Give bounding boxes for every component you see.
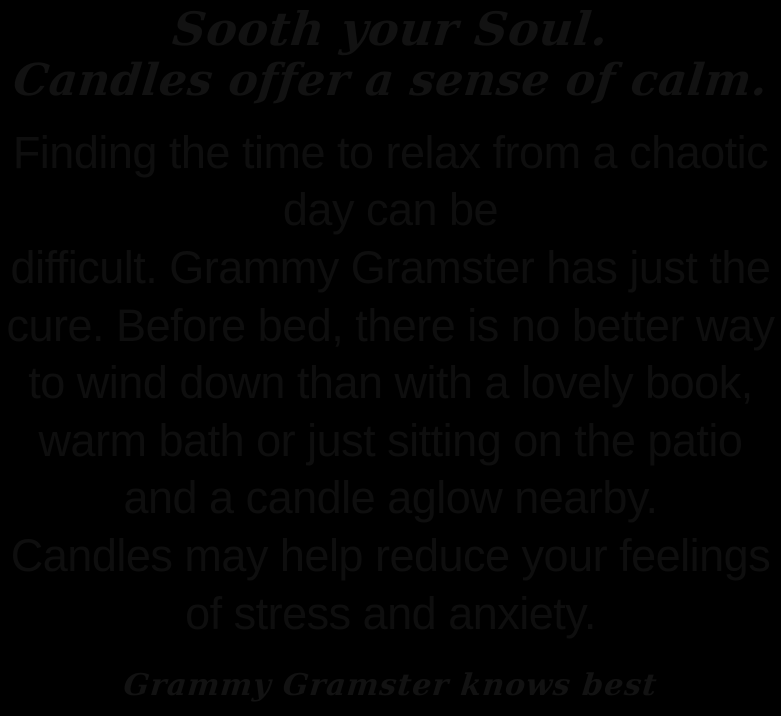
body-line: day can be xyxy=(282,184,499,236)
body-line: Candles may help reduce your feelings xyxy=(10,529,771,581)
body-line: warm bath or just sitting on the patio xyxy=(38,414,743,466)
headline-line-2: Candles offer a sense of calm. xyxy=(10,54,771,106)
body-line: and a candle aglow nearby. xyxy=(123,472,658,524)
body-line: cure. Before bed, there is no better way xyxy=(6,299,775,351)
body-line: to wind down than with a lovely book, xyxy=(28,357,753,409)
headline-line-1: Sooth your Soul. xyxy=(170,2,611,56)
body-line: difficult. Grammy Gramster has just the xyxy=(10,241,771,293)
body-copy xyxy=(0,124,781,642)
body-line: Finding the time to relax from a chaotic xyxy=(12,126,769,178)
signature-tagline: Grammy Gramster knows best xyxy=(121,668,660,704)
headline xyxy=(0,2,781,106)
body-line: of stress and anxiety. xyxy=(185,587,596,639)
